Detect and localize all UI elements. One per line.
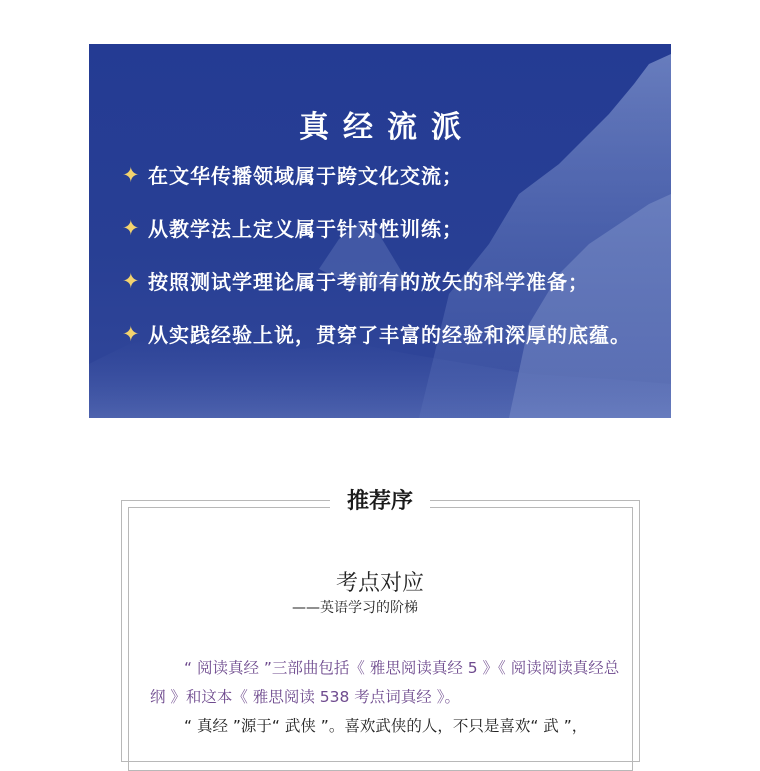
banner-point-text: 在文华传播领域属于跨文化交流；	[148, 164, 463, 188]
star-icon: ✦	[122, 321, 141, 346]
recommendation-label: 推荐序	[330, 487, 430, 517]
star-icon: ✦	[122, 215, 141, 240]
banner-point	[122, 201, 662, 254]
preface-paragraph-text: “ 真经 ”源于“ 武侠 ”。喜欢武侠的人，不只是喜欢“ 武 ”，	[184, 717, 588, 735]
banner	[89, 44, 671, 418]
banner-point-text: 从实践经验上说，贯穿了丰富的经验和深厚的底蕴。	[148, 323, 631, 347]
banner-title: 真经流派	[299, 110, 475, 145]
banner-point	[122, 148, 662, 201]
preface-subtitle: ——英语学习的阶梯	[292, 600, 418, 616]
preface-paragraph	[150, 712, 620, 741]
banner-point	[122, 254, 662, 307]
star-icon: ✦	[122, 268, 141, 293]
preface-paragraph-text: “ 阅读真经 ”三部曲包括《 雅思阅读真经 5 》《 阅读阅读真经总纲 》和这本《 雅思阅读 538 考点词真经 》。	[150, 659, 620, 706]
preface-paragraph	[150, 654, 620, 712]
banner-point	[122, 307, 662, 360]
banner-point-text: 按照测试学理论属于考前有的放矢的科学准备；	[148, 270, 589, 294]
star-icon: ✦	[122, 162, 141, 187]
banner-point-text: 从教学法上定义属于针对性训练；	[148, 217, 463, 241]
preface-title: 考点对应	[335, 571, 424, 596]
banner-point-list	[122, 148, 662, 360]
